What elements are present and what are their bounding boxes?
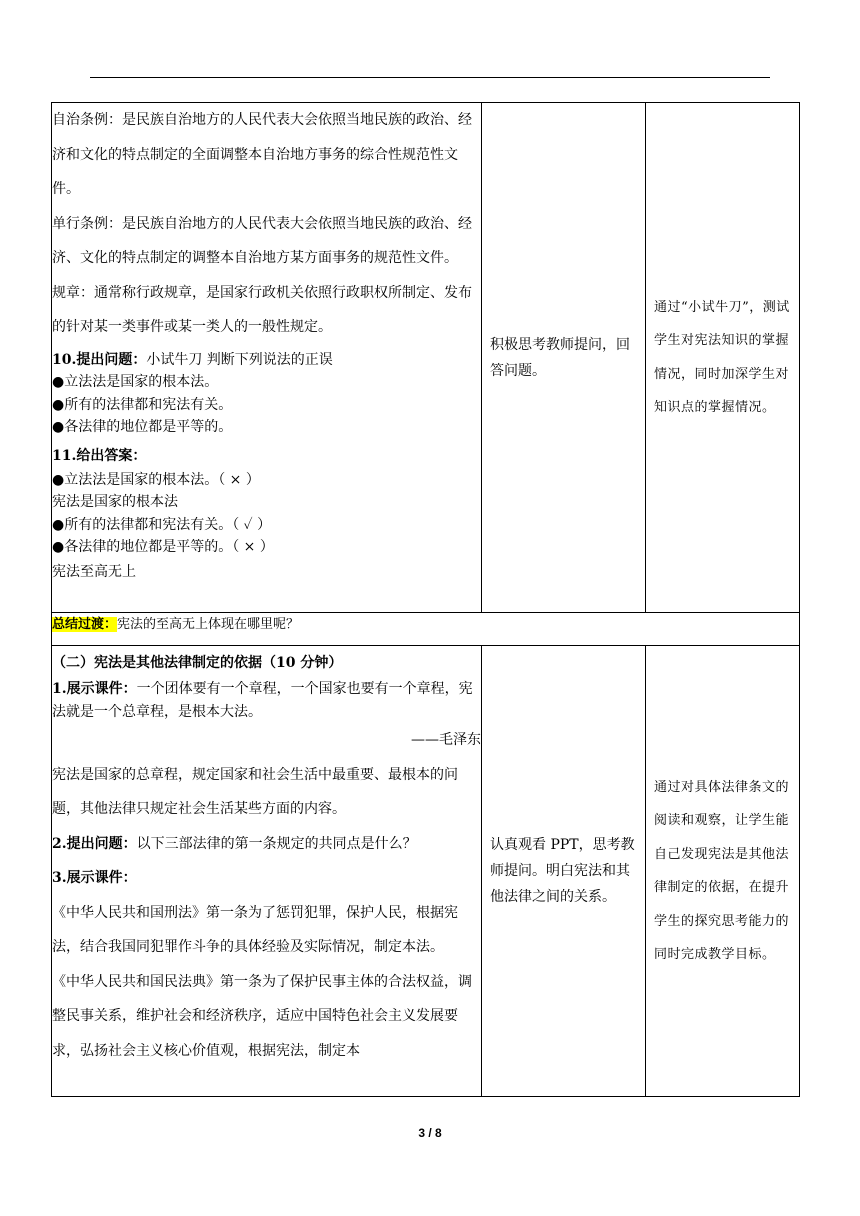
step-2 <box>52 827 481 862</box>
student-activity-text: 积极思考教师提问，回答问题。 <box>490 336 630 379</box>
step-1-text: 一个团体要有一个章程，一个国家也要有一个章程，宪法就是一个总章程，是根本大法。 <box>52 681 473 720</box>
list-item: ●立法法是国家的根本法。 <box>52 374 219 390</box>
student-activity-cell <box>482 103 646 613</box>
question-10-heading: 10.提出问题： <box>52 351 147 368</box>
teacher-activity-cell <box>52 103 482 613</box>
transition-label: 总结过渡： <box>52 617 118 632</box>
definition-zizhi: 自治条例：是民族自治地方的人民代表大会依照当地民族的政治、经济和文化的特点制定的全面调整本自治地方事务的综合性规范性文件。 <box>52 112 472 197</box>
step-2-heading: 2.提出问题： <box>52 835 137 852</box>
explanation: 宪法是国家的总章程，规定国家和社会生活中最重要、最根本的问题，其他法律只规定社会生活某些方面的内容。 <box>52 766 458 817</box>
list-item: ●所有的法律都和宪法有关。（ ✓ ） <box>52 516 272 533</box>
list-item: 宪法是国家的根本法 <box>52 494 178 510</box>
design-purpose-text: 通过“小试牛刀”，测试学生对宪法知识的掌握情况，同时加深学生对知识点的掌握情况。 <box>654 299 790 415</box>
question-10-text: 小试牛刀 判断下列说法的正误 <box>146 351 333 368</box>
table-row <box>52 103 800 613</box>
definition-guizhang: 规章：通常称行政规章，是国家行政机关依照行政职权所制定、发布的针对某一类事件或某一类人的一般性规定。 <box>52 284 472 335</box>
definition-danxing: 单行条例：是民族自治地方的人民代表大会依照当地民族的政治、经济、文化的特点制定的调整本自治地方某方面事务的规范性文件。 <box>52 215 472 266</box>
list-item: 宪法至高无上 <box>52 563 136 580</box>
law-criminal: 《中华人民共和国刑法》第一条为了惩罚犯罪，保护人民，根据宪法，结合我国同犯罪作斗争的具体经验及实际情况，制定本法。 <box>52 904 458 955</box>
header-rule <box>90 77 770 78</box>
student-activity-cell <box>482 646 646 1097</box>
answer-11-heading: 11.给出答案： <box>52 447 147 464</box>
table-row <box>52 646 800 1097</box>
transition-cell <box>52 613 800 646</box>
quote-author: ——毛泽东 <box>411 732 481 748</box>
table-row <box>52 613 800 646</box>
list-item: ●立法法是国家的根本法。（ × ） <box>52 471 260 488</box>
step-1-heading: 1.展示课件： <box>52 681 137 697</box>
list-item: ●各法律的地位都是平等的。（ × ） <box>52 539 274 555</box>
transition-text: 宪法的至高无上体现在哪里呢？ <box>117 617 300 632</box>
section-title: （二）宪法是其他法律制定的依据（10 分钟） <box>52 655 343 671</box>
step-3-heading: 3.展示课件： <box>52 870 137 886</box>
design-purpose-cell <box>646 103 800 613</box>
design-purpose-text: 通过对具体法律条文的阅读和观察，让学生能自己发现宪法是其他法律制定的依据，在提升学生的探究思考能力的同时完成教学目标。 <box>654 779 790 962</box>
law-civil: 《中华人民共和国民法典》第一条为了保护民事主体的合法权益，调整民事关系，维护社会和经济秩序，适应中国特色社会主义发展要求，弘扬社会主义核心价值观，根据宪法，制定本 <box>52 973 472 1059</box>
step-1 <box>52 678 481 723</box>
list-item: ●各法律的地位都是平等的。 <box>52 419 233 435</box>
teacher-activity-cell <box>52 646 482 1097</box>
list-item: ●所有的法律都和宪法有关。 <box>52 396 233 413</box>
student-activity-text: 认真观看 PPT，思考教师提问。明白宪法和其他法律之间的关系。 <box>490 837 635 905</box>
question-10 <box>52 349 481 372</box>
step-2-text: 以下三部法律的第一条规定的共同点是什么？ <box>136 835 417 852</box>
page-number: 3 / 8 <box>418 1126 442 1140</box>
lesson-plan-table <box>51 102 800 1097</box>
design-purpose-cell <box>646 646 800 1097</box>
